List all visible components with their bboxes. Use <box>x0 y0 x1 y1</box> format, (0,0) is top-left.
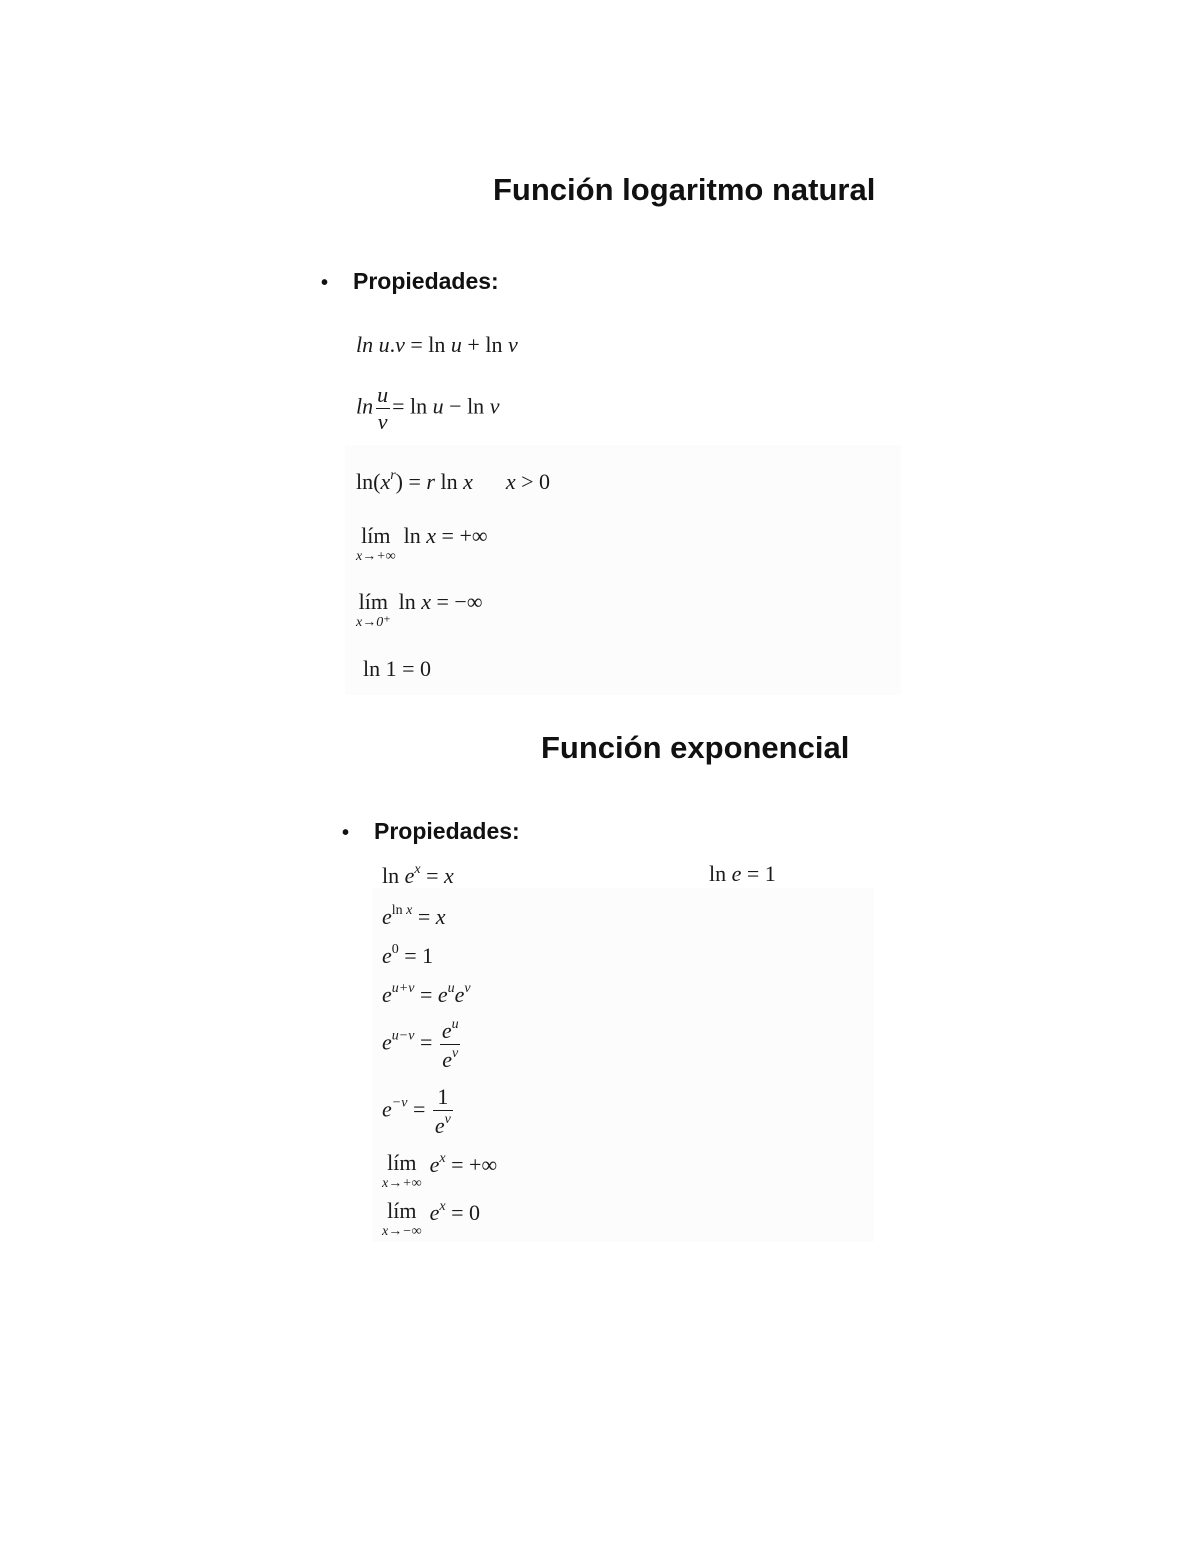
bullet: • <box>321 272 329 294</box>
formula-ln-one: ln 1 = 0 <box>363 656 432 681</box>
formula-ln-e: ln e = 1 <box>709 861 776 886</box>
bullet: • <box>342 822 350 844</box>
formula-exp-sum: $e^{u+v} = e^ue^v$ <box>382 981 471 1007</box>
formula-ln-quotient: ln $\frac{u}{v}$ = ln u − ln v <box>356 382 500 434</box>
section-title-logarithm: Función logaritmo natural <box>493 172 876 207</box>
properties-heading-logarithm <box>321 268 499 295</box>
formula-ln-limit-zero: lím x→0⁺ ln x = −∞ <box>356 589 483 630</box>
formula-exp-limit-infinity: lím x→+∞ $e^x$ = +∞ <box>382 1150 498 1191</box>
formula-exp-ln-x: $e^{ln x} = x$ <box>382 903 446 929</box>
formula-exp-limit-neg-infinity: lím x→−∞ $e^x = 0$ <box>382 1198 481 1239</box>
formula-ln-power: $\ln(x^r) = r$ ln x x > 0 <box>356 468 551 494</box>
properties-label: Propiedades: <box>374 818 520 844</box>
formula-exp-zero: $e^0 = 1$ <box>382 942 434 968</box>
formula-exp-negative: $e^{-v}$ = $\frac{1}{e^v}$ <box>382 1084 451 1138</box>
formula-ln-limit-infinity: lím x→+∞ ln x = +∞ <box>356 523 488 564</box>
formula-exp-difference: $e^{u-v}$ = $\frac{e^u}{e^v}$ <box>382 1017 459 1072</box>
formula-ln-product: ln u.v = ln u + ln v <box>356 332 518 357</box>
properties-heading-exponential <box>342 818 520 845</box>
section-title-exponential: Función exponencial <box>541 730 850 765</box>
formula-ln-exp-x: $\ln e^x = x$ <box>382 862 454 888</box>
properties-label: Propiedades: <box>353 268 499 294</box>
